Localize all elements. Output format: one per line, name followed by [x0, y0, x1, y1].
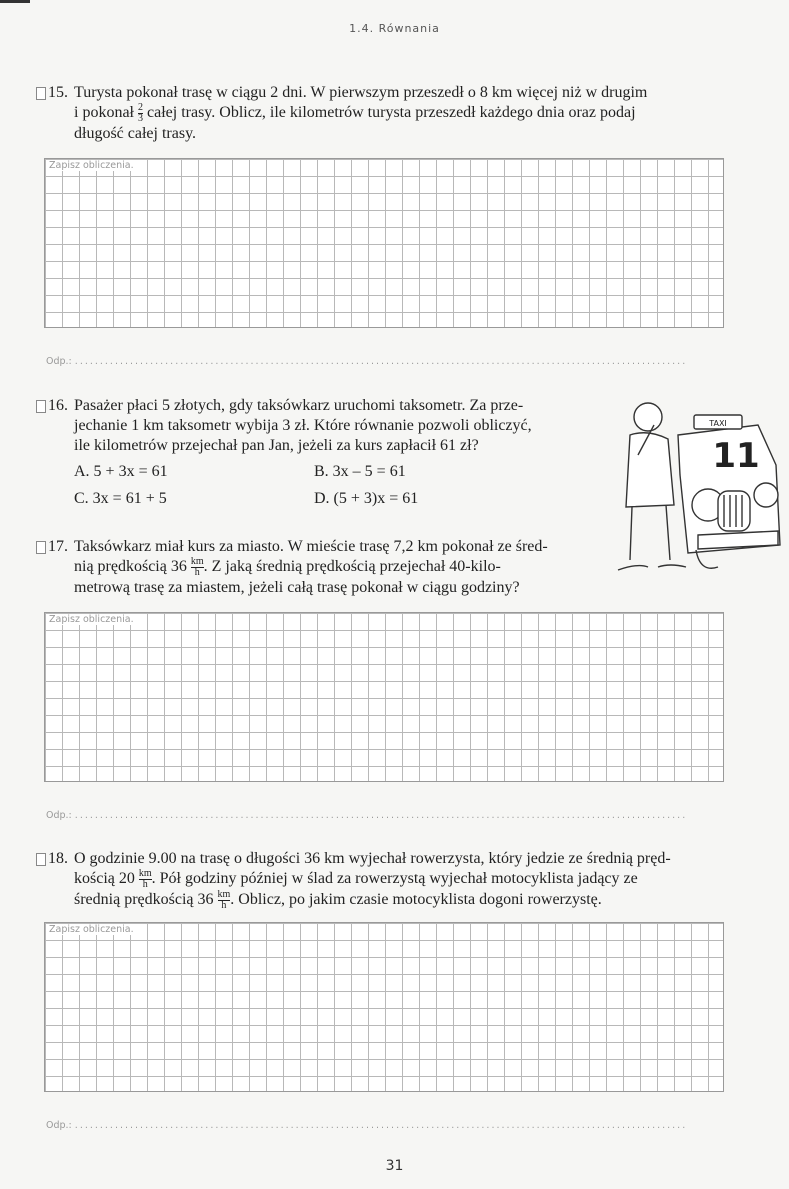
- unit-fraction: $\frac{km}{h}$: [138, 868, 152, 890]
- task-text-line: ile kilometrów przejechał pan Jan, jeżeli za kurs zapłacił 61 zł?: [74, 437, 479, 454]
- work-grid[interactable]: [44, 922, 724, 1092]
- answer-line[interactable]: Odp.: ..........................................................................................................................: [46, 1120, 688, 1131]
- task-text-line: Taksówkarz miał kurs za miasto. W mieście trasę 7,2 km pokonał ze śred-: [74, 538, 548, 555]
- taxi-illustration: [608, 395, 784, 583]
- taxi-number: 11: [712, 436, 760, 476]
- taxi-sign-text: TAXI: [709, 419, 727, 428]
- fraction: $\frac{2}{3}$: [138, 102, 143, 124]
- task-checkbox[interactable]: [36, 400, 46, 413]
- task-number: 18.: [48, 850, 68, 867]
- corner-mark: [0, 0, 30, 3]
- task-text-line: Pasażer płaci 5 złotych, gdy taksówkarz uruchomi taksometr. Za prze-: [74, 397, 524, 414]
- task-number: 15.: [48, 84, 68, 101]
- work-grid[interactable]: [44, 158, 724, 328]
- task-text-line: nią prędkością 36 $\frac{km}{h}$ . Z jaką średnią prędkością przejechał 40-kilo-: [74, 556, 501, 578]
- option-b[interactable]: B. 3x – 5 = 61: [314, 463, 406, 480]
- task-text-line: metrową trasę za miastem, jeżeli całą trasę pokonał w ciągu godziny?: [74, 579, 520, 596]
- task-checkbox[interactable]: [36, 541, 46, 554]
- work-grid[interactable]: [44, 612, 724, 782]
- page-header: 1.4. Równania: [349, 22, 440, 35]
- grid-label: Zapisz obliczenia.: [49, 614, 134, 625]
- task-17: [36, 537, 616, 599]
- unit-fraction: $\frac{km}{h}$: [190, 556, 204, 578]
- task-16: [36, 396, 616, 458]
- task-text-line: długość całej trasy.: [74, 125, 197, 142]
- task-number: 16.: [48, 397, 68, 414]
- page-number: 31: [385, 1158, 404, 1174]
- option-c[interactable]: C. 3x = 61 + 5: [74, 490, 167, 507]
- task-text-line: O godzinie 9.00 na trasę o długości 36 km wyjechał rowerzysta, który jedzie ze średnią pręd-: [74, 850, 671, 867]
- task-text-line: jechanie 1 km taksometr wybija 3 zł. Które równanie pozwoli obliczyć,: [74, 417, 532, 434]
- task-text-line: i pokonał $\frac{2}{3}$ całej trasy. Oblicz, ile kilometrów turysta przeszedł każdego dnia oraz podaj: [74, 102, 636, 124]
- answer-label: Odp.:: [46, 1120, 72, 1131]
- unit-fraction: $\frac{km}{h}$: [217, 889, 231, 911]
- answer-label: Odp.:: [46, 356, 72, 367]
- grid-label: Zapisz obliczenia.: [49, 924, 134, 935]
- answer-label: Odp.:: [46, 810, 72, 821]
- task-checkbox[interactable]: [36, 87, 46, 100]
- task-text-line: średnią prędkością 36 $\frac{km}{h}$ . Oblicz, po jakim czasie motocyklista dogoni rowerzystę.: [74, 889, 602, 911]
- task-18: [36, 849, 736, 911]
- option-d[interactable]: D. (5 + 3)x = 61: [314, 490, 419, 507]
- task-text-line: Turysta pokonał trasę w ciągu 2 dni. W pierwszym przeszedł o 8 km więcej niż w drugim: [74, 84, 648, 101]
- task-checkbox[interactable]: [36, 853, 46, 866]
- task-number: 17.: [48, 538, 68, 555]
- task-15: [36, 83, 736, 145]
- option-a[interactable]: A. 5 + 3x = 61: [74, 463, 168, 480]
- answer-line[interactable]: Odp.: ..........................................................................................................................: [46, 810, 688, 821]
- answer-line[interactable]: Odp.: ..........................................................................................................................: [46, 356, 688, 367]
- grid-label: Zapisz obliczenia.: [49, 160, 134, 171]
- task-text-line: kością 20 $\frac{km}{h}$ . Pół godziny później w ślad za rowerzystą wyjechał motocyklista jadący ze: [74, 868, 638, 890]
